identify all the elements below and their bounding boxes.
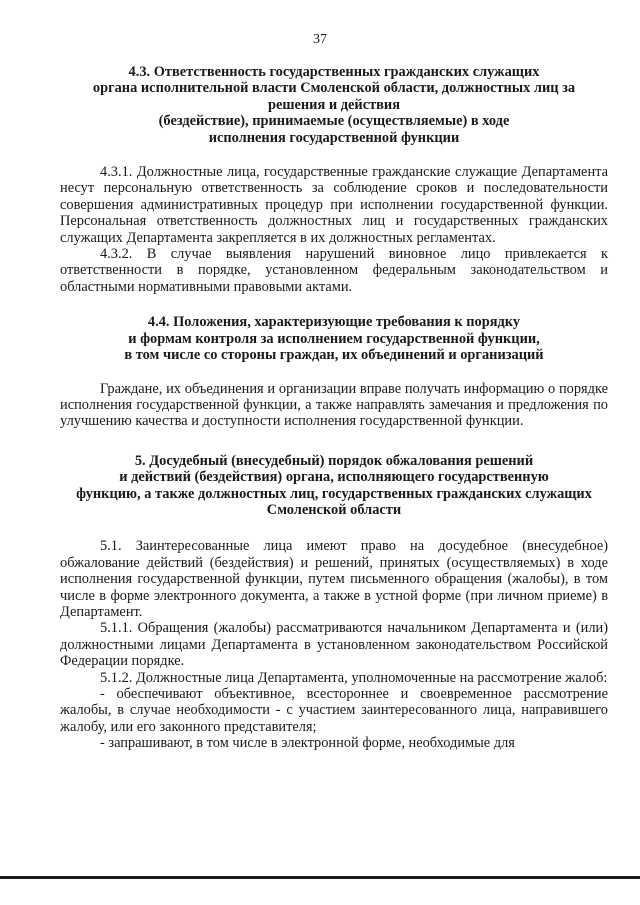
section-4-3-heading	[60, 64, 608, 146]
paragraph-4-4: Граждане, их объединения и организации вправе получать информацию о порядке исполнения государственной функции, а также направлять замечания и предложения по улучшению качества и доступности исполнения государственной функции.	[60, 380, 608, 430]
heading-line: 4.3. Ответственность государственных гражданских служащих	[128, 64, 540, 80]
paragraph-5-1-1: 5.1.1. Обращения (жалобы) рассматриваются начальником Департамента и (или) должностными лицами Департамента в установленном законодательством Российской Федерации порядке.	[60, 620, 608, 670]
heading-line: решения и действия	[267, 96, 401, 113]
heading-line: органа исполнительной власти Смоленской области, должностных лиц за	[92, 80, 576, 97]
paragraph-list-item: - запрашивают, в том числе в электронной форме, необходимые для	[100, 735, 515, 752]
heading-line: и действий (бездействия) органа, исполняющего государственную	[119, 469, 549, 486]
document-body	[60, 64, 608, 752]
section-5-heading	[60, 453, 608, 519]
paragraph-4-3-2: 4.3.2. В случае выявления нарушений виновное лицо привлекается к ответственности в порядке, установленном федеральным законодательством и областными нормативными правовыми актами.	[60, 246, 608, 295]
page-number: 37	[313, 32, 327, 47]
heading-line: 4.4. Положения, характеризующие требования к порядку	[147, 314, 521, 331]
heading-line: и формам контроля за исполнением государственной функции,	[128, 330, 540, 347]
heading-line: 5. Досудебный (внесудебный) порядок обжалования решений	[134, 452, 534, 469]
paragraph-5-1: 5.1. Заинтересованные лица имеют право на досудебное (внесудебное) обжалование действий (бездействия) и решений, принятых (осуществляемых) в ходе исполнения государственной функции, путем письменного обращения (жалобы), в том числе в форме электронного документа, а также в устной форме (при личном приеме) в Департамент.	[60, 538, 608, 620]
section-4-4-heading	[60, 314, 608, 363]
heading-line: в том числе со стороны граждан, их объединений и организаций	[124, 347, 544, 364]
bottom-rule	[0, 876, 640, 879]
paragraph-4-3-1: 4.3.1. Должностные лица, государственные гражданские служащие Департамента несут персональную ответственность за соблюдение сроков и последовательности совершения административных процедур при исполнении государственной функции. Персональная ответственность должностных лиц и государственных гражданских служащих Департамента закрепляется в их должностных регламентах.	[60, 164, 608, 246]
heading-line: исполнения государственной функции	[208, 129, 460, 146]
heading-line: функцию, а также должностных лиц, государственных гражданских служащих	[76, 485, 592, 502]
paragraph-list-item: - обеспечивают объективное, всестороннее и своевременное рассмотрение жалобы, в случае необходимости - с участием заинтересованного лица, направившего жалобу, или его законного представителя;	[60, 686, 608, 735]
paragraph-5-1-2: 5.1.2. Должностные лица Департамента, уполномоченные на рассмотрение жалоб:	[100, 669, 608, 686]
heading-line: Смоленской области	[266, 501, 402, 518]
heading-line: (бездействие), принимаемые (осуществляемые) в ходе	[158, 113, 510, 130]
